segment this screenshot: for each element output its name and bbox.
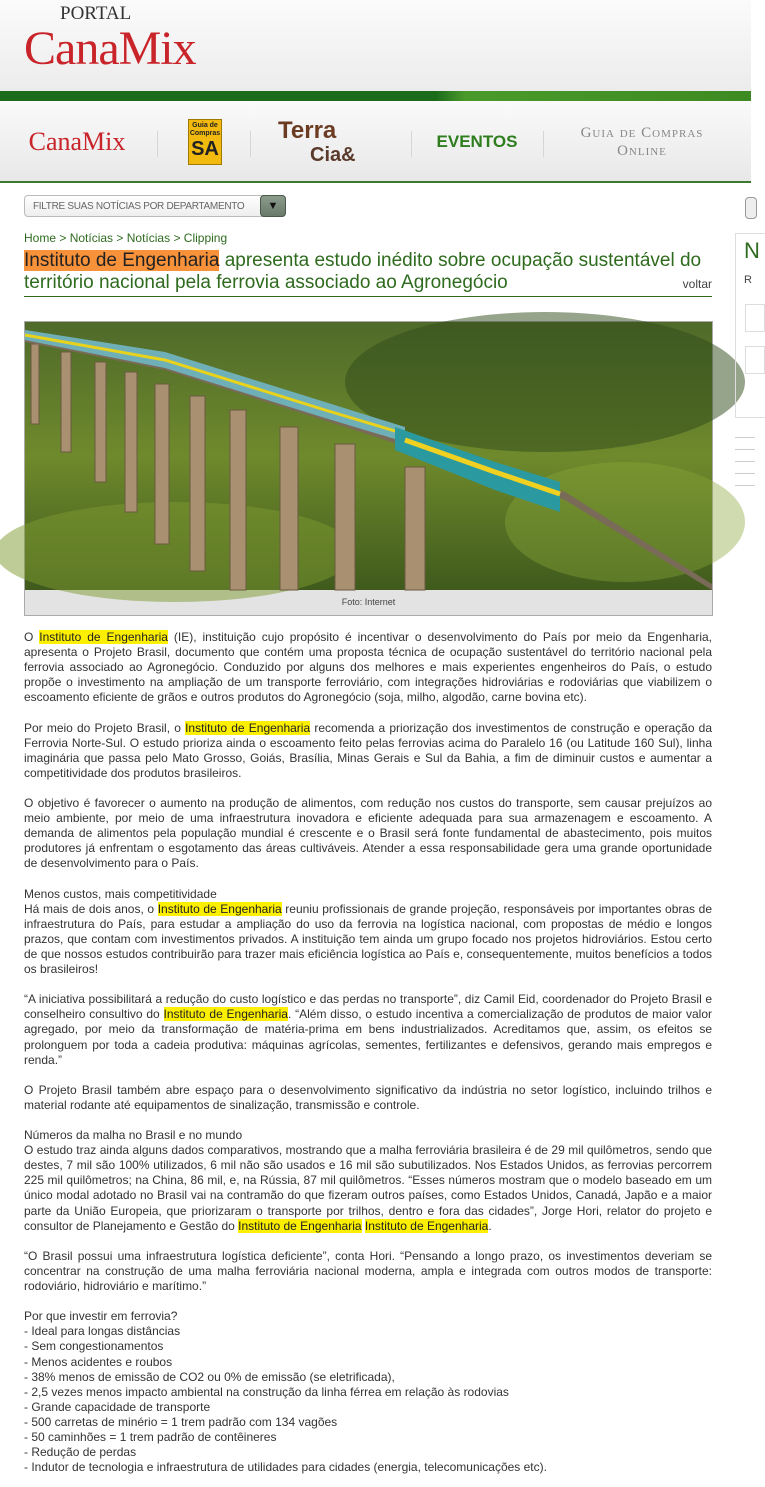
list-item: - 500 carretas de minério = 1 trem padrão com 134 vagões [24,1414,338,1429]
header-green-bar [0,91,751,101]
sidebar-input[interactable] [745,346,765,374]
breadcrumb-clipping[interactable]: Clipping [183,231,228,245]
sidebar-line [735,449,755,450]
highlighted-term: Instituto de Engenharia [185,720,311,735]
nav-canamix[interactable]: CanaMix [28,127,126,156]
title-highlight: Instituto de Engenharia [24,250,220,271]
nav-guia-compras-sa[interactable] [185,101,225,183]
article-paragraph [24,887,712,978]
paragraph-text: “A iniciativa possibilitará a redução do custo logístico e das perdas no transporte”, diz Camil Eid, coordenador do Projeto Brasil e conselheiro consultivo do [24,992,712,1022]
list-item: - Sem congestionamentos [24,1339,164,1354]
chevron-down-icon[interactable]: ▼ [260,195,286,217]
article-paragraph [24,1128,712,1234]
logo-name-text: CanaMix [24,22,196,75]
breadcrumb-home[interactable]: Home [24,231,57,245]
terra-text: Terra [278,117,337,144]
list-item: - Grande capacidade de transporte [24,1399,211,1414]
guia-line2: Online [617,143,667,159]
paragraph-text: O [24,630,40,644]
sidebar-button[interactable] [745,197,757,219]
filter-label: FILTRE SUAS NOTÍCIAS POR DEPARTAMENTO [33,201,245,212]
right-sidebar-panel [735,233,765,418]
cia-text: Cia& [310,144,356,166]
nav-eventos[interactable]: EVENTOS [436,132,518,151]
section-subheading: Números da malha no Brasil e no mundo [24,1128,243,1143]
sidebar-input[interactable] [745,304,765,332]
sidebar-line [735,485,755,486]
article-paragraph [24,992,712,1067]
sidebar-line [735,473,755,474]
paragraph-text: reuniu profissionais de grande projeção, responsáveis por importantes obras de infraestrutura do País, para estudar a ampliação do uso da ferrovia na logística nacional, com propostas de médio e longos prazos, que contam com investimentos privados. A instituição tem ainda um grupo focado nos projetos hidroviários. Estou certo de que nossos estudos contribuirão para trazer mais eficiência logística ao País e, consequentemente, muitos benefícios a todos os brasileiros! [24,901,712,977]
paragraph-text: O estudo traz ainda alguns dados comparativos, mostrando que a malha ferroviária brasileira é de 29 mil quilômetros, sendo que destes, 7 mil são 100% utilizados, 6 mil não são usados e 16 mil são subutilizados. Nos Estados Unidos, as ferrovias percorrem 225 mil quilômetros; na China, 86 mil, e, na Rússia, 87 mil quilômetros. “Esses números mostram que o modelo baseado em um único modal adotado no Brasil vai na contramão do que fizeram outros países, como Estados Unidos, Canadá, Japão e a maior parte da União Europeia, que priorizaram o transporte por trilhos, dentro e fora das cidades”, Jorge Hori, relator do projeto e consultor de Planejamento e Gestão do [24,1143,712,1233]
highlighted-term: Instituto de Engenharia [157,901,282,916]
guia-line1: Guia de Compras [580,125,704,141]
paragraph-text: recomenda a priorização dos investimentos de construção e operação da Ferrovia Norte-Sul. O estudo prioriza ainda o escoamento feito pelas ferrovias acima do Paralelo 16 (ou Latitude 160 Sul), linha imaginária que passa pelo Mato Grosso, Goiás, Brasília, Minas Gerais e Sul da Bahia, a fim de diminuir custos e aumentar a competitividade dos produtos brasileiros. [24,720,713,780]
breadcrumb-noticias[interactable]: Notícias [69,231,114,245]
sidebar-line [735,461,755,462]
sidebar-text: R [744,274,752,286]
article-paragraph [24,1249,712,1294]
list-item: - 2,5 vezes menos impacto ambiental na construção da linha férrea em relação às rodovias [24,1384,509,1399]
paragraph-text: (IE), instituição cujo propósito é incentivar o desenvolvimento do País por meio da Engenharia, apresenta o Projeto Brasil, documento que contém uma proposta técnica de ocupação sustentável do território nacional pela ferrovia associado ao Agronegócio. Conduzido por alguns dos melhores e mais experientes engenheiros do País, o estudo propõe o investimento na ampliação de um transporte ferroviário, com integrações hidroviárias e rodoviárias que viabilizem o escoamento eficiente de grãos e outros produtos do Agronegócio (soja, milho, algodão, carne bovina etc). [24,630,713,705]
breadcrumb-noticias-2[interactable]: Notícias [126,231,171,245]
nav-terra-cia[interactable] [278,101,386,183]
list-item: - Menos acidentes e roubos [24,1354,173,1369]
photo-caption: Foto: Internet [341,597,396,607]
sidebar-line [735,437,755,438]
portal-canamix-logo[interactable] [24,4,254,74]
sa-top-text: Guia de Compras [189,122,221,137]
article-body [24,630,712,1475]
list-item: - Redução de perdas [24,1445,137,1460]
highlighted-term: Instituto de Engenharia [238,1218,362,1233]
nav-divider [157,131,158,157]
main-nav [0,101,751,183]
article-paragraph [24,1083,712,1113]
breadcrumb: Home > Notícias > Notícias > Clipping [24,231,228,245]
paragraph-text: Há mais de dois anos, o [24,901,158,916]
nav-divider [543,131,544,157]
article-photo [24,321,713,616]
highlighted-term: Instituto de Engenharia [163,1007,288,1022]
logo-portal-text: PORTAL [60,3,132,24]
paragraph-text: O Projeto Brasil também abre espaço para o desenvolvimento significativo da indústria no setor logístico, incluindo trilhos e material rodante até equipamentos de sinalização, transmissão e controle. [24,1082,712,1112]
list-title: Por que investir em ferrovia? [24,1309,178,1324]
article-paragraph [24,721,712,781]
paragraph-text: . “Além disso, o estudo incentiva a comercialização de produtos de maior valor agregado, por meio da transformação de matéria-prima em bens industrializados. Acreditamos que, assim, os efeitos se prolonguem por toda a cadeia produtiva: máquinas agrícolas, sementes, fertilizantes e defensivos, gerando mais empregos e renda.” [24,1007,712,1067]
list-item: - 38% menos de emissão de CO2 ou 0% de emissão (se eletrificada), [24,1369,395,1384]
site-header [0,0,751,91]
sa-bottom-text: SA [191,138,219,160]
list-item: - 50 caminhões = 1 trem padrão de contêineres [24,1429,277,1444]
section-subheading: Menos custos, mais competitividade [24,886,217,901]
paragraph-text: . [488,1218,492,1233]
article-paragraphs [24,630,712,1294]
nav-guia-compras-online[interactable] [566,101,718,183]
nav-divider [250,131,251,157]
sidebar-heading: N [744,238,760,263]
list-item: - Indutor de tecnologia e infraestrutura de utilidades para cidades (energia, telecomunicações etc). [24,1460,547,1475]
department-filter-select[interactable] [24,195,286,217]
page-title [24,250,712,297]
train-viaduct-image [25,322,712,590]
back-link[interactable]: voltar [682,277,712,291]
title-text: apresenta estudo inédito sobre ocupação sustentável do território nacional pela ferrovia associado ao Agronegócio [24,250,702,293]
guia-sa-logo [188,119,222,165]
benefits-list [24,1324,712,1475]
paragraph-text: O objetivo é favorecer o aumento na produção de alimentos, com redução nos custos do transporte, sem causar prejuízos ao meio ambiente, por meio de uma infraestrutura inovadora e eficiente adequada para sua armazenagem e escoamento. A demanda de alimentos pela população mundial é crescente e o Brasil será fonte fundamental de abastecimento, pois muitos produtores já enfrentam o esgotamento das áreas cultiváveis. Atender a essa responsabilidade gera uma grande oportunidade de desenvolvimento para o País. [24,796,712,871]
highlighted-term: Instituto de Engenharia [364,1218,489,1233]
article-paragraph [24,630,712,705]
paragraph-text: “O Brasil possui uma infraestrutura logística deficiente”, conta Hori. “Pensando a longo prazo, os investimentos deveriam se concentrar na construção de uma malha ferroviária nacional moderna, ampla e integrada com outros modos de transporte: rodoviário, hidroviário e marítimo.” [24,1248,712,1294]
article-paragraph [24,796,712,871]
paragraph-text: Por meio do Projeto Brasil, o [24,720,186,735]
nav-divider [411,131,412,157]
list-item: - Ideal para longas distâncias [24,1324,181,1339]
highlighted-term: Instituto de Engenharia [39,630,168,644]
